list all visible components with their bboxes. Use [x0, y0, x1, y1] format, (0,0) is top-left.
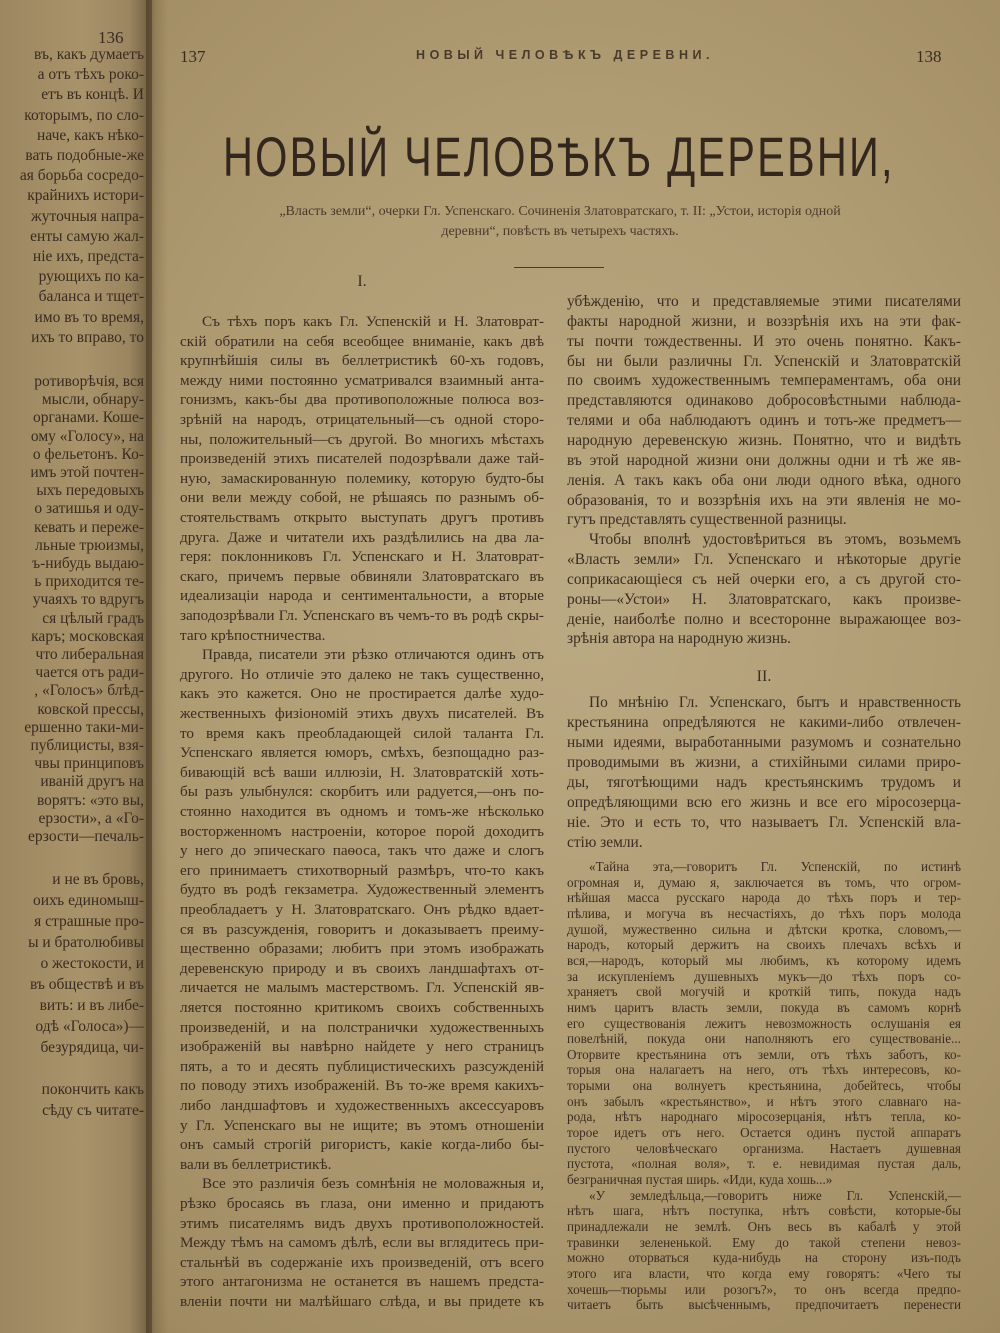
previous-page-number: 136 — [98, 28, 124, 47]
text-line: Все это различія безъ сомнѣнія не моловажныя и, — [202, 1175, 544, 1193]
text-line: восторженномъ настроеніи, которое порой доходитъ — [180, 822, 544, 840]
text-line: Правда, писатели эти рѣзко отличаются одинъ отъ — [202, 646, 544, 664]
previous-page-text-fragment: о фельетонъ. Ко- — [32, 445, 144, 463]
text-line: другого. Но отличіе это далеко не такъ существенно, — [180, 665, 544, 683]
text-line: торое идетъ отъ него. Остается одинъ пустой аппаратъ — [567, 1125, 961, 1141]
text-line: ся въ разсужденія, говоритъ и доказываетъ преиму- — [180, 920, 544, 938]
text-line: зрѣнія автора на народную жизнь. — [567, 630, 791, 648]
text-line: рѣзко бросаясь въ глаза, они именно и придаютъ — [180, 1195, 544, 1212]
text-line: какъ это кажется. Оно не простирается далѣе худо- — [180, 685, 544, 703]
text-line: Съ тѣхъ поръ какъ Гл. Успенскій и Н. Златоврат- — [202, 313, 544, 330]
text-line: гонизмъ, какъ-бы два противоположные полюса воз- — [180, 391, 544, 409]
text-line: его принимаетъ стихотворный размѣръ, что-то какъ — [180, 861, 544, 879]
previous-page-text-fragment: вить: и въ либе- — [39, 997, 144, 1014]
text-line: гутъ представлять существенной разницы. — [567, 511, 847, 529]
previous-page-text-fragment: о жестокости, и — [40, 955, 144, 972]
text-line: ными идеями, выработанными разумомъ и сознательно — [567, 734, 961, 751]
text-line: пустого человѣческаго организма. Настаетъ душевная — [567, 1140, 961, 1156]
text-line: храняетъ свой могучій и кроткій типъ, покуда надъ — [567, 984, 961, 1000]
previous-page-text-fragment: ъ-нибудь выдаю- — [32, 555, 144, 572]
text-line: его существованія лежитъ невозможность ослушанія ея — [567, 1015, 961, 1031]
text-line: Чтобы вполнѣ удостовѣриться въ этомъ, возьмемъ — [589, 531, 961, 549]
text-line: скаго, причемъ первые обвиняли Златовратскаго въ — [180, 567, 544, 585]
previous-page-text-fragment: чается отъ ради- — [35, 664, 144, 682]
text-line: идеализаціи народа и сентиментальности, а вторые — [180, 587, 544, 605]
text-line: повелѣній, покуда они наполняютъ его существованіе... — [567, 1031, 961, 1047]
text-line: этого ига власти, что когда ему говорятъ: «Чего ты — [567, 1265, 961, 1281]
previous-page-text-fragment: ому «Голосу», на — [30, 427, 144, 445]
text-line: щественно образами; любитъ при этомъ изображать — [180, 940, 544, 958]
previous-page-text-fragment: рующихъ по ка- — [38, 268, 144, 286]
text-line: По мнѣнію Гл. Успенскаго, бытъ и нравственность — [589, 694, 961, 711]
text-line: «Тайна эта,—говоритъ Гл. Успенскій, по истинѣ — [589, 859, 961, 874]
text-line: въ этой народной жизни они должны одни и тѣ же яв- — [567, 451, 961, 469]
previous-page-text-fragment: наче, какъ нѣко- — [37, 126, 144, 144]
text-line: соприкасающіеся съ ней очерки его, а съ другой сто- — [567, 570, 961, 588]
running-title: НОВЫЙ ЧЕЛОВѢКЪ ДЕРЕВНИ. — [416, 48, 714, 62]
text-line: то время какъ преобладающей силой таланта Гл. — [180, 724, 544, 742]
text-line: огромная и, думаю я, заключается въ томъ, что огром- — [567, 874, 961, 890]
text-line: «У земледѣльца,—говоритъ ниже Гл. Успенскій,— — [589, 1187, 961, 1203]
text-line: бы разъ улыбнулся: скорбитъ или радуется,—онъ по- — [180, 783, 544, 801]
text-line: изображеній вы навѣрно найдете у него страницъ — [180, 1038, 544, 1056]
text-line: у Гл. Успенскаго вы не ищите; въ этомъ отношеніи — [180, 1116, 544, 1134]
book-gutter-shadow — [146, 0, 168, 1333]
previous-page-text-fragment: имъ этой почтен- — [30, 464, 144, 481]
previous-page-text-fragment: жуточныя напра- — [31, 207, 144, 225]
text-line: безграничная пустая ширь. «Иди, куда хошь...» — [567, 1172, 833, 1187]
previous-page-text-fragment: безурядица, чи- — [40, 1039, 144, 1056]
text-line: пять, а то и десять публицистическихъ разсужденій — [180, 1057, 544, 1075]
text-line: нѣйшая масса русскаго народа до тѣхъ поръ и тер- — [567, 890, 961, 906]
text-line: по своимъ художественнымъ темпераментамъ, оба они — [567, 372, 961, 390]
previous-page-text-fragment: ершенно таки-ми- — [24, 718, 144, 736]
previous-page-text-fragment: чвы принциповъ — [34, 755, 144, 773]
previous-page-text-fragment: иваній другъ на — [40, 773, 144, 791]
text-line: они вели между собой, не рѣшаясь по разнымъ об- — [180, 489, 544, 507]
text-line: заподозрѣвали Гл. Успенскаго въ чемъ-то въ родѣ скры- — [180, 607, 544, 624]
previous-page-text-fragment: покончить какъ — [41, 1081, 144, 1098]
text-line: факты народной жизни, и воззрѣнія ихъ на эти фак- — [567, 312, 961, 330]
text-line: ляется постоянно критикомъ своихъ собственныхъ — [180, 999, 544, 1016]
previous-page-text-fragment: мысли, обнару- — [41, 391, 144, 409]
text-line: крестьянина опредѣляются не какими-либо отвлечен- — [567, 714, 961, 731]
previous-page-text-fragment: ніе ихъ, предста- — [32, 248, 144, 265]
text-line: у него до эпическаго паѳоса, такъ что даже и слогъ — [180, 842, 544, 860]
text-line: геря: поклонниковъ Гл. Успенскаго и Н. Златоврат- — [180, 548, 544, 566]
text-line: ды, тяготѣющими надъ крестьянскимъ трудомъ и — [567, 774, 961, 791]
text-line: крупнѣйшія силы въ беллетристикѣ 60-хъ годовъ, — [180, 352, 544, 370]
previous-page-text-fragment: крайнихъ истори- — [27, 187, 144, 205]
previous-page-text-fragment: ыхъ передовыхъ — [36, 482, 144, 500]
text-line: стоятельствамъ открыто выступать другъ противъ — [180, 509, 544, 526]
previous-page-text-fragment: ротиворѣчія, вся — [34, 373, 144, 390]
previous-page-text-fragment: ворятъ: «это вы, — [36, 791, 144, 809]
text-line: стію земли. — [567, 834, 643, 851]
text-line: онъ самый строгій ригористъ, какіе когда-либо бы- — [180, 1136, 544, 1154]
text-line: проводимыми въ жизни, а стихійными силами приро- — [567, 754, 961, 771]
previous-page-text-fragment: льные трюизмы, — [35, 536, 144, 554]
text-line: за искупленіемъ душевныхъ мукъ—до тѣхъ поръ со- — [567, 968, 961, 984]
text-line: ленія. А такъ какъ оба они люди одного вѣка, одного — [567, 471, 961, 489]
previous-page-text-fragment: имо въ то время, — [34, 308, 144, 326]
previous-page-text-fragment: публицисты, взя- — [30, 737, 144, 754]
section-heading-1: I. — [357, 273, 367, 290]
text-line: торыми она волнуетъ крестьянина, добейтесь, чтобы — [567, 1078, 961, 1094]
text-line: вся,—народъ, который мы любимъ, къ которому идемъ — [567, 952, 961, 968]
title-divider — [514, 267, 604, 268]
text-line: онъ забылъ «крестьянство», и нѣтъ этого славнаго на- — [567, 1093, 961, 1109]
text-line: травинки зелененькой. Ему до такой степени невоз- — [567, 1234, 961, 1250]
previous-page-text-fragment: въ обществѣ и въ — [29, 976, 144, 993]
text-line: стальнѣй въ содержаніе ихъ произведеній, отъ всего — [180, 1253, 544, 1271]
text-line: душой, мужественно сильна и дѣтски кротка, словомъ,— — [567, 921, 961, 937]
text-line: нѣтъ шага, нѣтъ поступка, нѣтъ совѣсти, которые-бы — [567, 1203, 961, 1219]
previous-page-text-fragment: вать подобные-же — [25, 147, 144, 164]
text-line: произведеній, и на полстранички художественныхъ — [180, 1018, 544, 1036]
previous-page-fragment — [0, 0, 152, 1333]
text-line: убѣжденію, что и представляемые этими писателями — [567, 293, 961, 310]
text-line: деревенскую природу и въ своихъ ландшафтахъ от- — [180, 959, 544, 977]
text-line: образованія, то и воззрѣнія ихъ на эти явленія не мо- — [567, 491, 961, 509]
text-line: личается не малымъ мастерствомъ. Гл. Успенскій яв- — [180, 979, 544, 997]
previous-page-text-fragment: ы и братолюбивы — [28, 934, 144, 951]
text-line: этимъ писателямъ видъ двухъ противоположностей. — [180, 1214, 544, 1232]
article-subtitle-line: деревни“, повѣсть въ четырехъ частяхъ. — [441, 224, 679, 239]
previous-page-text-fragment: ихъ то вправо, то — [31, 328, 144, 346]
previous-page-text-fragment: я страшные про- — [34, 913, 144, 930]
text-line: принадлежали не землѣ. Онъ весь въ кабалѣ у этой — [567, 1218, 961, 1234]
text-line: произведеній этихъ писателей подозрѣвали даже тай- — [180, 450, 544, 468]
previous-page-text-fragment: ая борьба сосредо- — [19, 167, 144, 185]
previous-page-text-fragment: которымъ, по сло- — [24, 106, 144, 124]
text-line: деніе, наиболѣе полно и всесторонне выражающее воз- — [567, 610, 961, 628]
text-line: опредѣляющими всю его жизнь и все его міросозерца- — [567, 794, 961, 811]
text-line: скій обратили на себя всеобщее вниманіе, какъ двѣ — [180, 332, 544, 350]
text-line: пустота, «полная воля», т. е. невидимая пустая даль, — [567, 1156, 961, 1172]
text-line: ны, положительный—съ другой. Во многихъ мѣстахъ — [180, 430, 544, 448]
text-line: преобладаетъ у Н. Златовратскаго. Онъ рѣдко вдает- — [180, 901, 544, 918]
text-line: стоянно находится въ одномъ и томъ-же нѣсколько — [180, 803, 544, 820]
previous-page-text-fragment: оихъ единомыш- — [32, 892, 144, 909]
text-line: можно оторваться куда-нибудь на сторону изъ-подъ — [567, 1250, 961, 1266]
text-line: по поводу этихъ изображеній. Въ то-же время какихъ- — [180, 1077, 544, 1095]
previous-page-text-fragment: баланса и тщет- — [38, 288, 144, 306]
article-title: НОВЫЙ ЧЕЛОВѢКЪ ДЕРЕВНИ, — [223, 125, 895, 188]
text-line: друга. Даже и читатели ихъ раздѣлились на два ла- — [180, 528, 544, 546]
previous-page-text-fragment: что либеральная — [35, 646, 144, 663]
previous-page-text-fragment: етъ въ концѣ. И — [41, 86, 144, 104]
previous-page-text-fragment: органами. Коше- — [32, 409, 144, 427]
text-line: зрѣній на народъ, отрицательный—съ одной сторо- — [180, 411, 544, 428]
previous-page-text-fragment: ь приходится те- — [34, 573, 144, 591]
previous-page-text-fragment: , «Голосъ» блѣд- — [34, 682, 144, 700]
text-line: Оторвите крестьянина отъ земли, отъ тѣхъ заботъ, ко- — [567, 1046, 961, 1062]
text-line: представляются одинаково добросовѣстными наблюда- — [567, 392, 961, 410]
text-line: вали въ беллетристикѣ. — [180, 1155, 332, 1173]
previous-page-text-fragment: ерзости», а «Го- — [38, 809, 144, 827]
previous-page-text-fragment: а отъ тѣхъ роко- — [37, 66, 144, 84]
text-line: Между тѣмъ на самомъ дѣлѣ, если вы вглядитесь при- — [180, 1234, 544, 1252]
section-heading-2: II. — [756, 668, 772, 685]
text-line: «Власть земли» Гл. Успенскаго и нѣкоторые другіе — [567, 551, 961, 569]
text-line: народную деревенскую жизнь. Понятно, что и видѣть — [567, 431, 961, 449]
text-line: рода, нѣтъ народнаго міросозерцанія, нѣтъ тепла, ко- — [567, 1109, 961, 1125]
previous-page-text-fragment: и не въ бровь, — [52, 871, 144, 888]
text-line: народъ, который держитъ на своихъ плечахъ всѣхъ и — [567, 937, 961, 953]
text-line: либо ландшафтовъ и художественныхъ аксессуаровъ — [180, 1097, 544, 1114]
text-line: будто въ родѣ гекзаметра. Художественный элементъ — [180, 881, 544, 899]
text-line: нимъ царитъ власть земли, покуда въ самомъ корнѣ — [567, 999, 961, 1015]
text-line: бивающій всѣ ваши иллюзіи, Н. Златовратскій хоть- — [180, 763, 544, 781]
previous-page-text-fragment: кевать и пережe- — [33, 518, 144, 536]
previous-page-text-fragment: сѣду съ читате- — [42, 1102, 144, 1119]
previous-page-text-fragment: учаяхъ то вдругъ — [32, 591, 144, 609]
text-line: пѣлива, и могуча въ несчастіяхъ, до тѣхъ поръ молода — [567, 905, 961, 921]
text-line: вленіи почти ни малѣйшаго слѣда, и вы придете къ — [180, 1293, 544, 1310]
previous-page-text-fragment: ерзости—печаль- — [27, 828, 144, 845]
previous-page-text-fragment: одѣ «Голоса»)— — [35, 1018, 144, 1035]
text-line: жественныхъ физіономій этихъ двухъ писателей. Въ — [180, 705, 544, 722]
text-line: ніе. Это и есть то, что называетъ Гл. Успенскій вла- — [567, 814, 961, 831]
previous-page-text-fragment: енты самую жал- — [30, 227, 144, 245]
text-line: хочешь—тюрьмы или розогъ?», то онъ всегда предпо- — [567, 1281, 961, 1297]
previous-page-text-fragment: каръ; московская — [31, 627, 144, 645]
previous-page-text-fragment: ся цѣлый градъ — [42, 609, 144, 627]
text-line: между ними постоянно усматривался взаимный анта- — [180, 371, 544, 389]
text-line: таго крѣпостничества. — [180, 626, 326, 644]
page-number-left: 137 — [180, 47, 206, 66]
previous-page-text-fragment: ковской прессы, — [37, 700, 144, 718]
article-subtitle-line: „Власть земли“, очерки Гл. Успенскаго. Сочиненія Златовратскаго, т. II: „Устои, исторія одной — [279, 204, 841, 219]
text-line: роны—«Устои» Н. Златовратскаго, какъ произве- — [567, 590, 961, 608]
text-line: телями и оба наблюдаютъ одинъ и тотъ-же предметъ— — [567, 412, 961, 430]
text-line: бы ни были различны Гл. Успенскій и Златовратскій — [567, 352, 961, 370]
text-line: Успенскаго является юморъ, смѣхъ, безпощадно раз- — [180, 744, 544, 762]
text-line: читаетъ быть высѣченнымъ, предпочитаетъ перенести — [567, 1297, 961, 1313]
text-line: этого антагонизма не останется въ нашемъ предста- — [180, 1273, 544, 1291]
text-line: торыя она налагаетъ на него, отъ тѣхъ интересовъ, ко- — [567, 1062, 961, 1078]
text-line: ты почти тождественны. И это очень понятно. Какъ- — [567, 332, 961, 350]
previous-page-text-fragment: о затишья и оду- — [34, 500, 144, 518]
text-line: ную, замаскированную полемику, которую будто-бы — [180, 469, 544, 487]
page-number-right: 138 — [916, 47, 942, 66]
previous-page-text-fragment: въ, какъ думаетъ — [34, 46, 144, 63]
